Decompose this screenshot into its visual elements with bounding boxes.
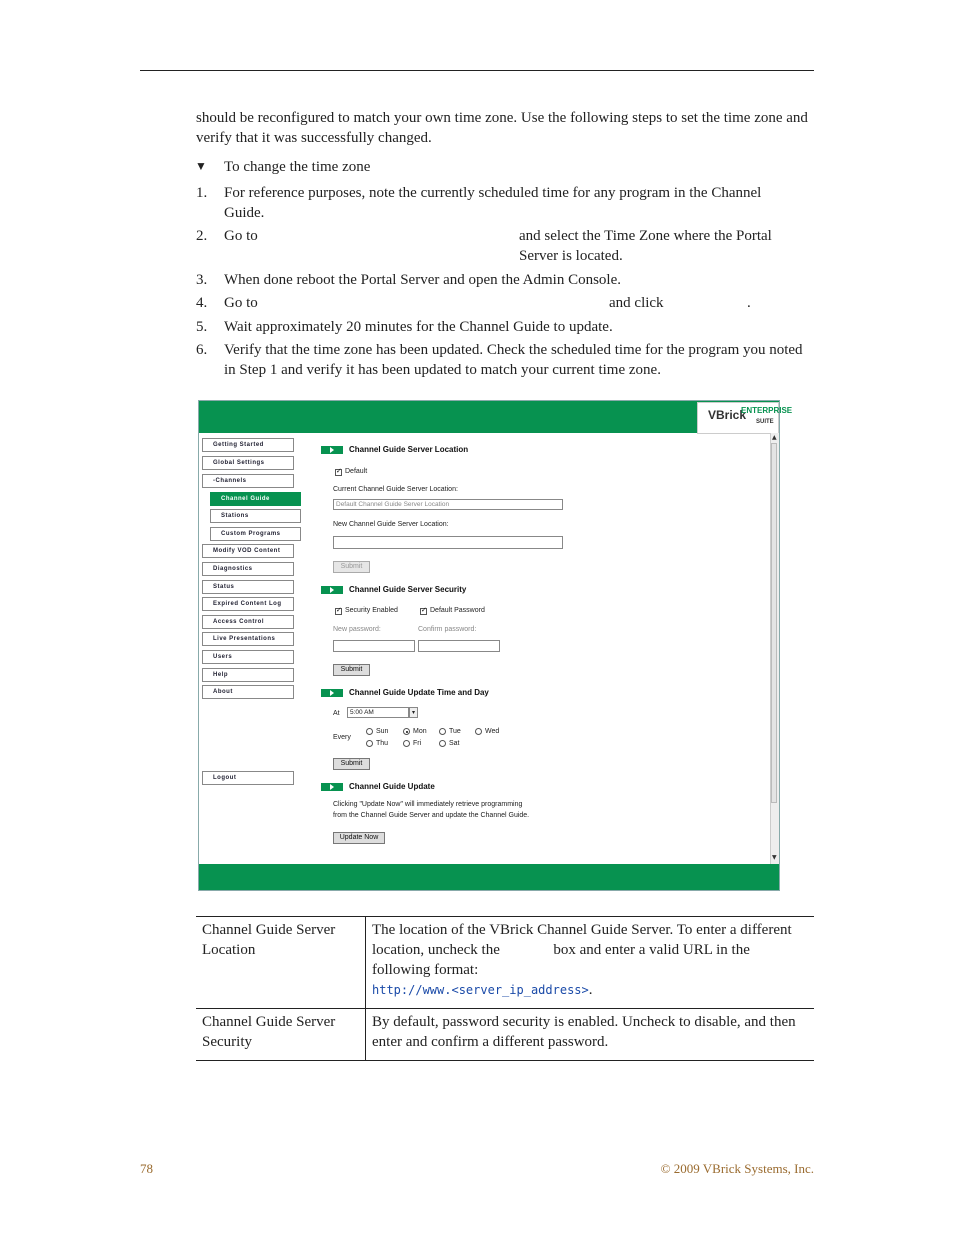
nav-stations[interactable]: Stations xyxy=(210,509,301,523)
nav-about[interactable]: About xyxy=(202,685,294,699)
day-radio-sat[interactable] xyxy=(439,740,446,747)
day-radio-sun[interactable] xyxy=(366,728,373,735)
security-enabled-checkbox[interactable] xyxy=(335,608,342,615)
procedure-title: To change the time zone xyxy=(224,159,371,175)
default-location-label: Default xyxy=(345,468,368,475)
security-submit-button[interactable]: Submit xyxy=(333,664,370,676)
nav-status[interactable]: Status xyxy=(202,580,294,594)
table-row xyxy=(196,917,814,1009)
scroll-down-icon[interactable]: ▼ xyxy=(772,854,777,861)
footer-bar xyxy=(199,864,779,890)
section-arrow-icon xyxy=(321,586,343,594)
day-label: Sat xyxy=(449,740,460,747)
nav-channel-guide[interactable]: Channel Guide xyxy=(210,492,301,506)
section-arrow-icon xyxy=(321,689,343,697)
nav-modify-vod-content[interactable]: Modify VOD Content xyxy=(202,544,294,558)
current-location-label: Current Channel Guide Server Location: xyxy=(333,486,458,493)
step-text: Verify that the time zone has been updated. Check the scheduled time for the program you noted in Step 1 and verify it has been updated to match your current time zone. xyxy=(224,342,803,378)
nav-getting-started[interactable]: Getting Started xyxy=(202,438,294,452)
table-cell-field: Channel Guide Server Security xyxy=(196,1009,366,1061)
step-text-part: and click xyxy=(609,295,664,311)
vbrick-logo xyxy=(697,402,793,434)
nav-channels[interactable]: -Channels xyxy=(202,474,294,488)
new-location-input[interactable] xyxy=(333,536,563,549)
new-password-label: New password: xyxy=(333,626,381,633)
step-text-part: and select the Time Zone where the Portal Server is located. xyxy=(519,228,772,264)
security-section-title: Channel Guide Server Security xyxy=(349,585,467,594)
day-label: Wed xyxy=(485,728,500,735)
copyright: © 2009 VBrick Systems, Inc. xyxy=(660,1161,814,1176)
logo-brand: VBrick xyxy=(708,408,747,422)
step-text: When done reboot the Portal Server and open the Admin Console. xyxy=(224,272,621,288)
new-password-input[interactable] xyxy=(333,640,415,652)
procedure-marker-icon: ▼ xyxy=(195,159,207,173)
new-location-label: New Channel Guide Server Location: xyxy=(333,521,449,528)
section-arrow-icon xyxy=(321,783,343,791)
step-text: For reference purposes, note the currently scheduled time for any program in the Channel Guide. xyxy=(224,185,762,221)
header-rule xyxy=(140,70,814,71)
field-description-table xyxy=(196,916,814,1061)
nav-access-control[interactable]: Access Control xyxy=(202,615,294,629)
security-enabled-label: Security Enabled xyxy=(345,607,398,614)
table-row xyxy=(196,1009,814,1061)
table-cell-field: Channel Guide Server Location xyxy=(196,917,366,1009)
every-label: Every xyxy=(333,734,351,741)
page-number: 78 xyxy=(140,1161,153,1176)
day-radio-tue[interactable] xyxy=(439,728,446,735)
day-label: Fri xyxy=(413,740,422,747)
step-number: 6. xyxy=(196,342,208,358)
step-text-part: . xyxy=(747,295,751,311)
update-description: from the Channel Guide Server and update the Channel Guide. xyxy=(333,812,530,819)
day-label: Thu xyxy=(376,740,389,747)
location-section-title: Channel Guide Server Location xyxy=(349,445,469,454)
step-text-part: Go to xyxy=(224,228,258,244)
time-dropdown-chevron-icon[interactable]: ▾ xyxy=(409,707,418,718)
nav-live-presentations[interactable]: Live Presentations xyxy=(202,632,294,646)
nav-expired-content-log[interactable]: Expired Content Log xyxy=(202,597,294,611)
update-description: Clicking "Update Now" will immediately retrieve programming xyxy=(333,801,523,808)
table-cell-description xyxy=(366,917,815,1009)
step-number: 1. xyxy=(196,185,208,201)
step-number: 2. xyxy=(196,228,208,244)
step-number: 3. xyxy=(196,272,208,288)
scroll-up-icon[interactable]: ▲ xyxy=(772,434,777,441)
default-location-checkbox[interactable] xyxy=(335,469,342,476)
nav-diagnostics[interactable]: Diagnostics xyxy=(202,562,294,576)
nav-global-settings[interactable]: Global Settings xyxy=(202,456,294,470)
step-number: 4. xyxy=(196,295,208,311)
table-cell-description: By default, password security is enabled. Uncheck to disable, and then enter and confirm a different password. xyxy=(372,1014,796,1050)
day-radio-wed[interactable] xyxy=(475,728,482,735)
day-radio-mon[interactable] xyxy=(403,728,410,735)
schedule-section-title: Channel Guide Update Time and Day xyxy=(349,688,489,697)
header-bar xyxy=(199,401,779,433)
time-select[interactable]: 5:00 AM xyxy=(347,707,409,718)
day-label: Tue xyxy=(449,728,461,735)
desc-text: box and enter a valid URL in the following format: xyxy=(372,942,750,978)
step-text-part: Go to xyxy=(224,295,258,311)
logo-product: ENTERPRISE xyxy=(741,406,793,415)
confirm-password-label: Confirm password: xyxy=(418,626,477,633)
step-text: Wait approximately 20 minutes for the Channel Guide to update. xyxy=(224,319,613,335)
desc-text: The location of the VBrick Channel Guide Server. To enter a different location, uncheck the xyxy=(372,922,792,958)
day-radio-thu[interactable] xyxy=(366,740,373,747)
nav-help[interactable]: Help xyxy=(202,668,294,682)
nav-custom-programs[interactable]: Custom Programs xyxy=(210,527,301,541)
section-arrow-icon xyxy=(321,446,343,454)
day-label: Mon xyxy=(413,728,427,735)
default-password-label: Default Password xyxy=(430,607,485,614)
scrollbar-thumb[interactable] xyxy=(771,443,777,803)
current-location-input[interactable]: Default Channel Guide Server Location xyxy=(333,499,563,510)
update-section-title: Channel Guide Update xyxy=(349,782,435,791)
confirm-password-input[interactable] xyxy=(418,640,500,652)
url-format-code: http://www.<server_ip_address> xyxy=(372,983,589,997)
intro-paragraph: should be reconfigured to match your own time zone. Use the following steps to set the time zone and verify that it was successfully changed. xyxy=(196,110,808,146)
update-now-button[interactable]: Update Now xyxy=(333,832,385,844)
logo-suite: SUITE xyxy=(756,419,774,425)
schedule-submit-button[interactable]: Submit xyxy=(333,758,370,770)
at-label: At xyxy=(333,710,340,717)
admin-console-screenshot xyxy=(198,400,793,891)
day-radio-fri[interactable] xyxy=(403,740,410,747)
nav-users[interactable]: Users xyxy=(202,650,294,664)
location-submit-button[interactable]: Submit xyxy=(333,561,370,573)
desc-text: . xyxy=(588,982,593,998)
nav-logout[interactable]: Logout xyxy=(202,771,294,785)
default-password-checkbox[interactable] xyxy=(420,608,427,615)
day-label: Sun xyxy=(376,728,389,735)
step-number: 5. xyxy=(196,319,208,335)
